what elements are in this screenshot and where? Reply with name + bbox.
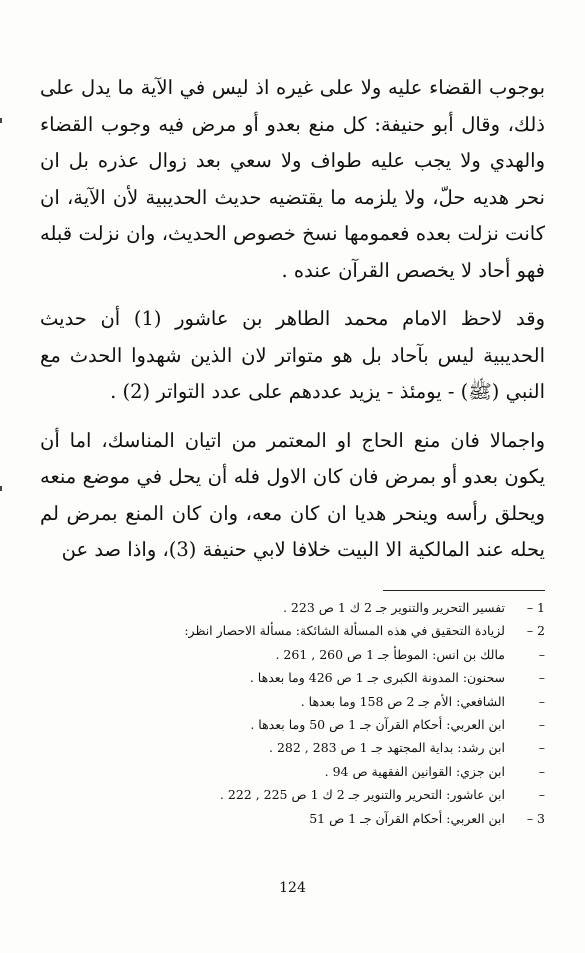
paragraph-3: واجمالا فان منع الحاج او المعتمر من اتيان المناسك، اما أن يكون بعدو أو بمرض فان كان الاول فله أن يحل في موضع منعه ويحلق رأسه وينحر هديا ان كان معه، وان كان المنع بمرض لم يحله عند المالكية الا البيت خلافا لابي حنيفة (3)، واذا صد عن <box>40 428 545 561</box>
footnote-text: تفسير التحرير والتنوير جـ 2 ك 1 ص 223 . <box>282 600 505 615</box>
footnote-text: سحنون: المدونة الكبرى جـ 1 ص 426 وما بعدها . <box>249 670 505 686</box>
scan-edge-mark <box>0 118 2 123</box>
footnote-item <box>160 690 545 713</box>
footnotes <box>160 596 545 830</box>
footnote-item <box>160 643 545 666</box>
footnote-marker: 1 – <box>526 600 545 615</box>
footnote-marker: 2 – <box>526 623 545 639</box>
footnote-item <box>160 666 545 689</box>
paragraph-2: وقد لاحظ الامام محمد الطاهر بن عاشور (1) أن حديث الحديبية ليس بآحاد بل هو متواتر لان الذين شهدوا الحدث مع النبي (ﷺ) - يومئذ - يزيد عددهم على عدد التواتر (2) . <box>40 307 546 403</box>
footnote-text: ابن العربي: أحكام القرآن جـ 1 ص 50 وما بعدها . <box>250 717 505 733</box>
footnote-marker: 3 – <box>526 810 545 826</box>
footnote-separator <box>383 590 545 591</box>
footnote-marker: – <box>538 787 545 803</box>
footnote-text: ابن جزي: القوانين الفقهية ص 94 . <box>324 763 505 779</box>
paragraph-1: بوجوب القضاء عليه ولا على غيره اذ ليس في الآية ما يدل على ذلك، وقال أبو حنيفة: كل منع بعدو أو مرض فيه وجوب القضاء والهدي ولا يجب عليه طواف ولا سعي بعد زوال عذره بل ان نحر هديه حلّ، ولا يلزمه ما يقتضيه حديث الحديبية لأن الآية، ان كانت نزلت بعده فعمومها نسخ خصوص الحديث، وان نزلت قبله فهو أحاد لا يخصص القرآن عنده . <box>40 76 545 282</box>
footnote-text: ابن العربي: أحكام القرآن جـ 1 ص 51 <box>309 810 505 826</box>
footnote-item <box>160 619 545 642</box>
footnote-marker: – <box>538 646 545 662</box>
body-text <box>40 70 545 575</box>
footnote-marker: – <box>538 717 545 733</box>
footnote-marker: – <box>538 693 545 709</box>
footnote-item <box>160 596 545 619</box>
footnote-text: ابن رشد: بداية المجتهد جـ 1 ص 283 , 282 . <box>269 740 505 756</box>
footnote-item <box>160 713 545 736</box>
footnote-marker: – <box>538 670 545 686</box>
footnote-text: مالك بن انس: الموطأ جـ 1 ص 260 , 261 . <box>275 646 505 662</box>
footnote-item <box>160 807 545 830</box>
footnote-item <box>160 736 545 759</box>
footnote-marker: – <box>538 763 545 779</box>
page-number: 124 <box>279 880 306 896</box>
footnote-text: الشافعي: الأم جـ 2 ص 158 وما بعدها . <box>300 693 505 709</box>
footnote-item <box>160 783 545 806</box>
footnote-text: لزيادة التحقيق في هذه المسألة الشائكة: مسألة الاحصار انظر: <box>184 623 505 639</box>
scan-edge-mark <box>0 486 2 491</box>
footnote-item <box>160 760 545 783</box>
footnote-text: ابن عاشور: التحرير والتنوير جـ 2 ك 1 ص 225 , 222 . <box>219 787 505 803</box>
footnote-marker: – <box>538 740 545 756</box>
